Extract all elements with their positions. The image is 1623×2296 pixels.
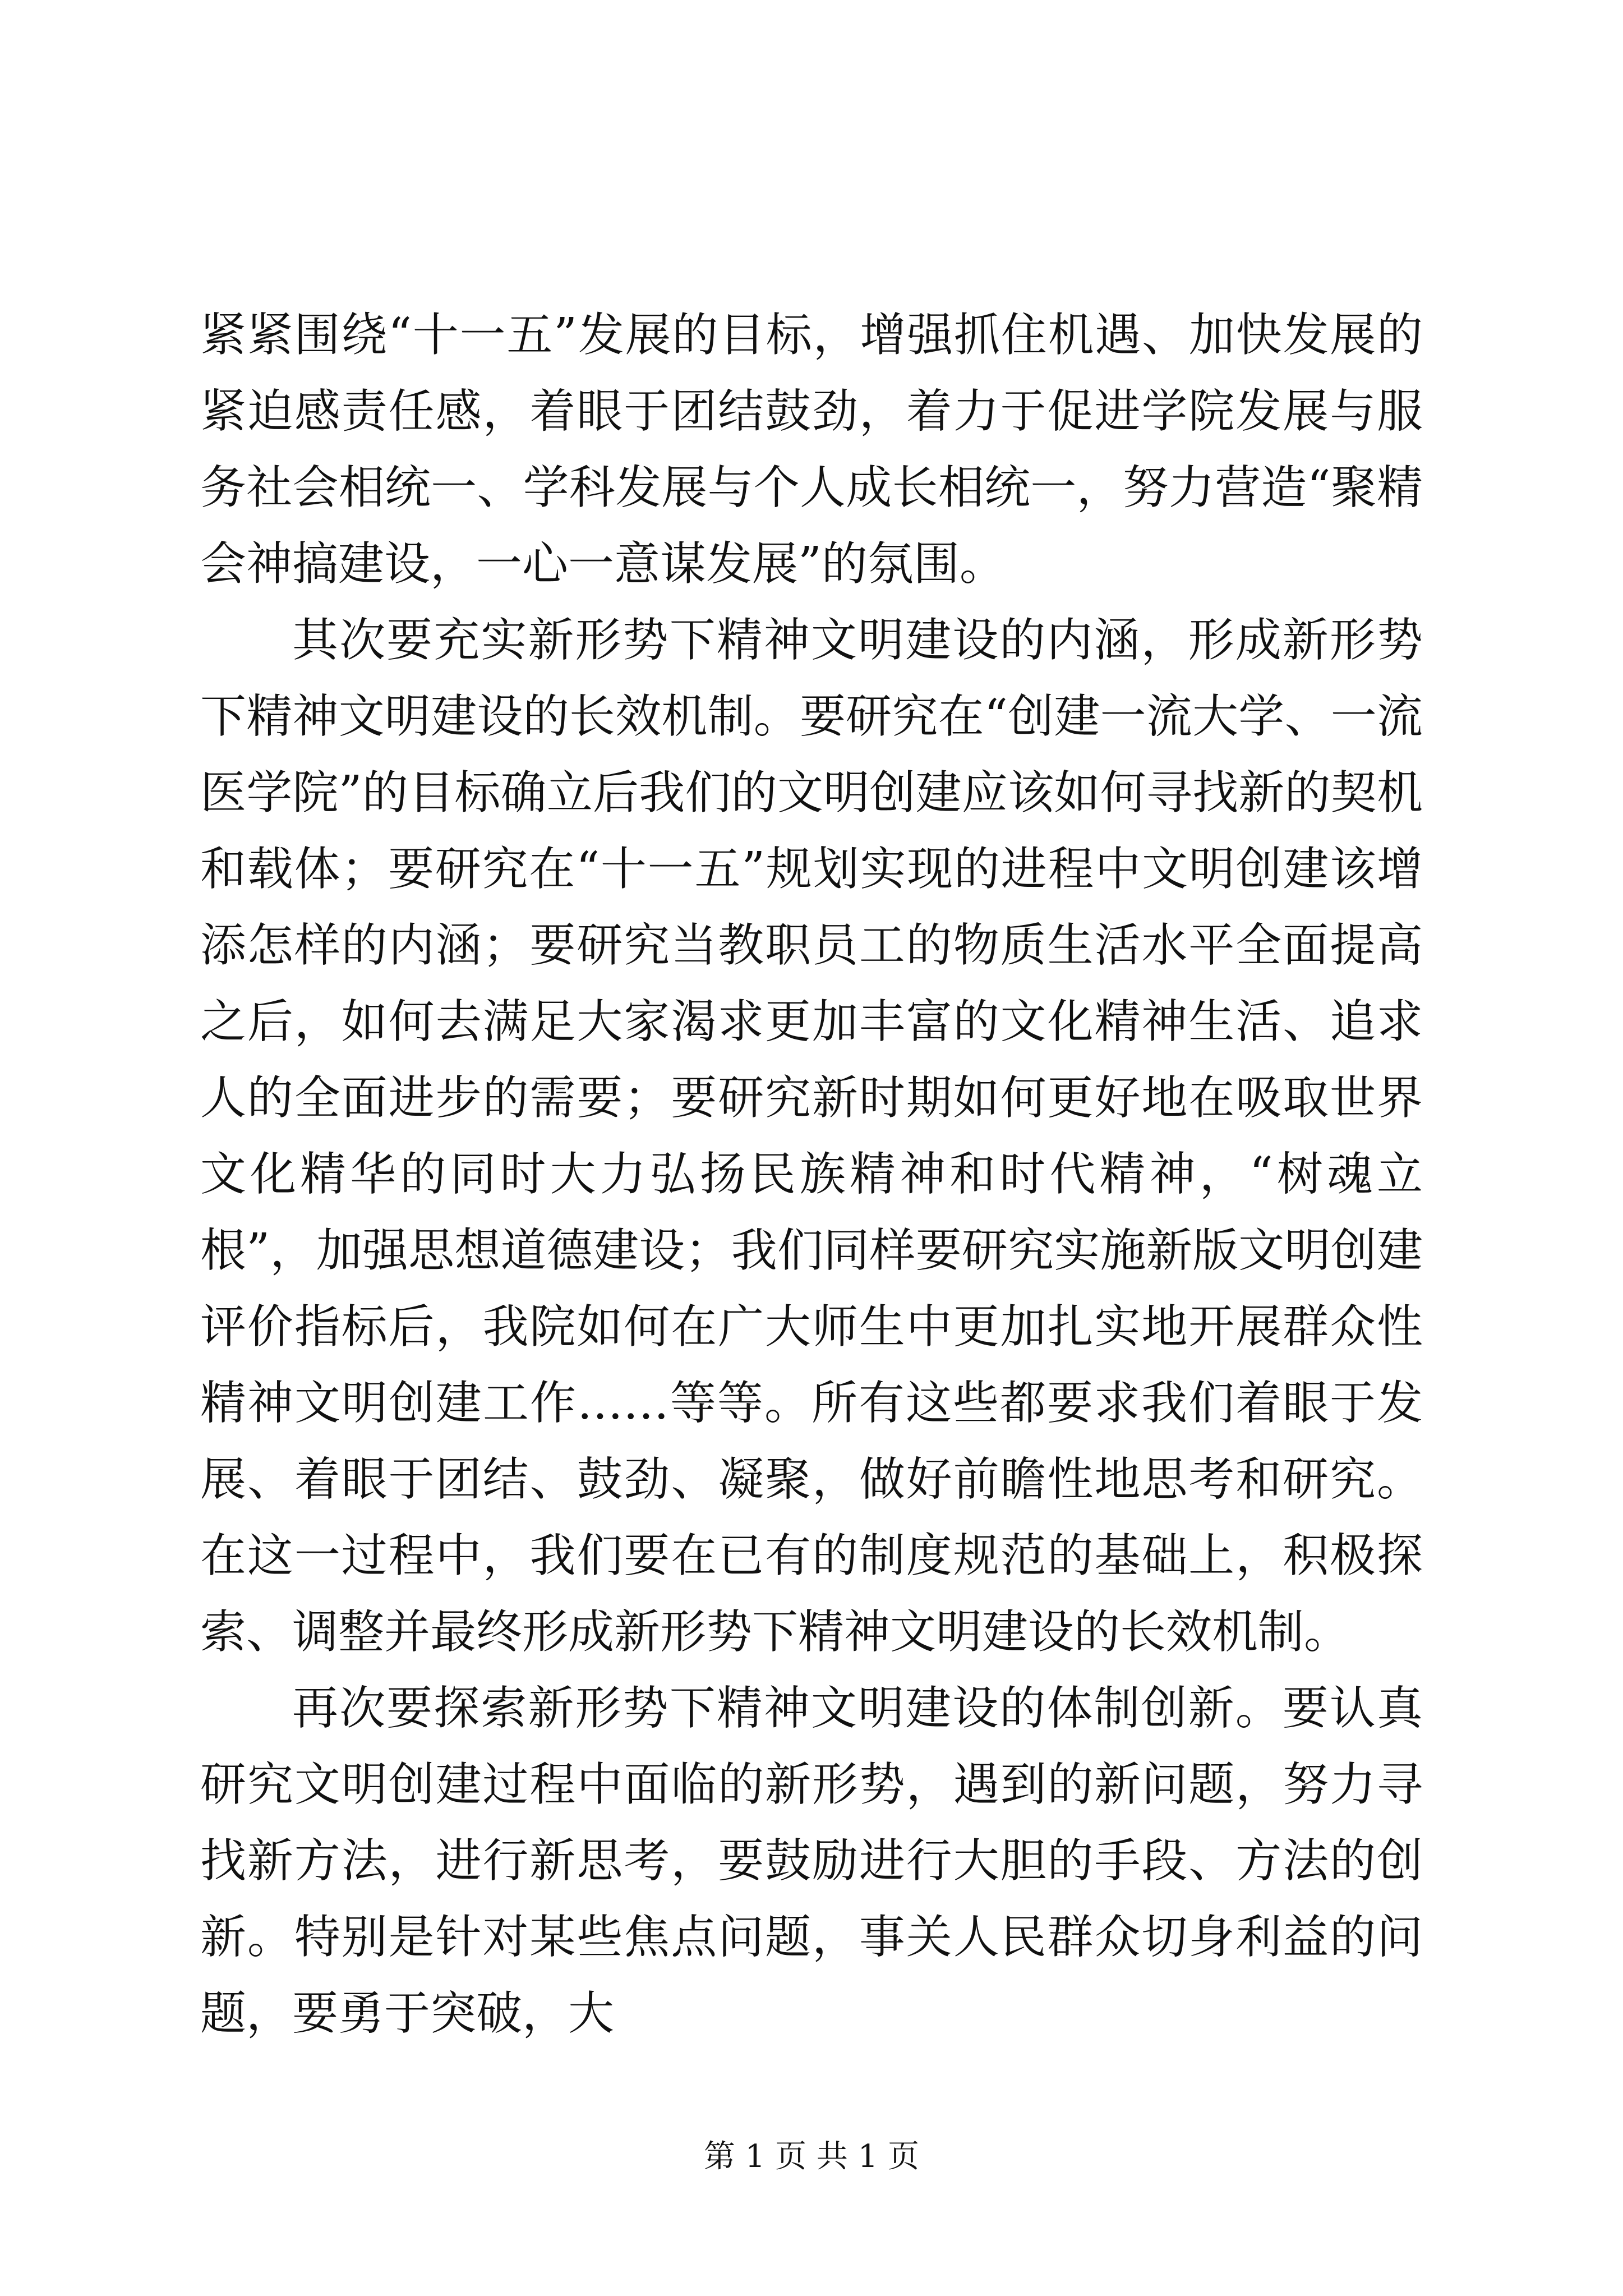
paragraph-1: 紧紧围绕“十一五”发展的目标，增强抓住机遇、加快发展的紧迫感责任感，着眼于团结鼓劲，着力于促进学院发展与服务社会相统一、学科发展与个人成长相统一，努力营造“聚精会神搞建设，一心一意谋发展”的氛围。 <box>200 309 1423 591</box>
page-footer <box>0 2132 1623 2177</box>
page-number-label: 第 1 页 共 1 页 <box>703 2138 920 2175</box>
paragraph-2: 其次要充实新形势下精神文明建设的内涵，形成新形势下精神文明建设的长效机制。要研究在“创建一流大学、一流医学院”的目标确立后我们的文明创建应该如何寻找新的契机和载体；要研究在“十一五”规划实现的进程中文明创建该增添怎样的内涵；要研究当教职员工的物质生活水平全面提高之后，如何去满足大家渴求更加丰富的文化精神生活、追求人的全面进步的需要；要研究新时期如何更好地在吸取世界文化精华的同时大力弘扬民族精神和时代精神，“树魂立根”，加强思想道德建设；我们同样要研究实施新版文明创建评价指标后，我院如何在广大师生中更加扎实地开展群众性精神文明创建工作……等等。所有这些都要求我们着眼于发展、着眼于团结、鼓劲、凝聚，做好前瞻性地思考和研究。在这一过程中，我们要在已有的制度规范的基础上，积极探索、调整并最终形成新形势下精神文明建设的长效机制。 <box>200 614 1423 1659</box>
body-text <box>200 297 1423 2052</box>
paragraph-3: 再次要探索新形势下精神文明建设的体制创新。要认真研究文明创建过程中面临的新形势，遇到的新问题，努力寻找新方法，进行新思考，要鼓励进行大胆的手段、方法的创新。特别是针对某些焦点问题，事关人民群众切身利益的问题，要勇于突破，大 <box>200 1682 1423 2040</box>
